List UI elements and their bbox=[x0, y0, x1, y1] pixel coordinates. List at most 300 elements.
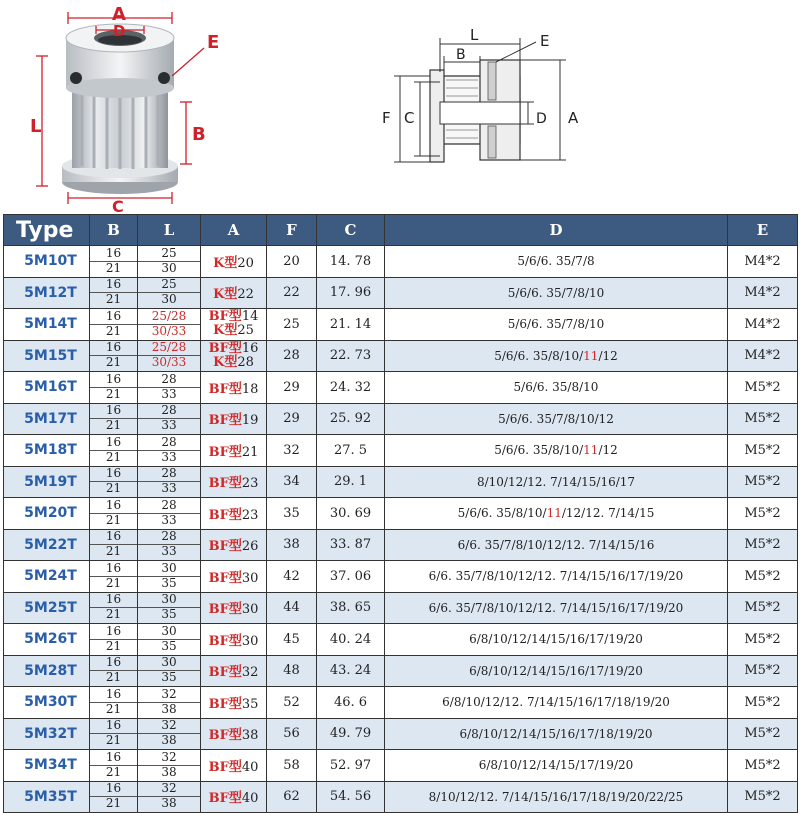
cell-d-segment: /12/12. 7/14/15 bbox=[561, 506, 655, 521]
cell-b-top: 16 bbox=[90, 656, 137, 671]
cell-d-segment: 5/6/6. 35/8/10 bbox=[513, 380, 599, 395]
cell-l bbox=[138, 624, 201, 656]
table-row bbox=[4, 435, 798, 467]
cell-a-prefix: BF型 bbox=[208, 665, 242, 681]
cell-b bbox=[90, 372, 138, 404]
cell-l-bottom: 38 bbox=[161, 701, 177, 716]
cell-l-bottom: 30/33 bbox=[151, 355, 187, 370]
cell-l bbox=[138, 750, 201, 782]
cell-d-segment: 5/6/6. 35/7/8/10/12 bbox=[498, 411, 614, 426]
cell-d bbox=[385, 498, 728, 530]
cell-l-bottom: 33 bbox=[161, 449, 177, 464]
cell-d bbox=[385, 687, 728, 719]
cell-l-top: 32 bbox=[138, 719, 200, 734]
cell-l-top: 28 bbox=[138, 467, 200, 482]
cell-l-top: 28 bbox=[138, 373, 200, 388]
cell-type: 5M28T bbox=[4, 655, 90, 687]
cell-c: 30. 69 bbox=[317, 498, 385, 530]
cell-l-bottom: 33 bbox=[161, 481, 177, 496]
cell-a-number: 23 bbox=[241, 476, 259, 492]
table-row bbox=[4, 624, 798, 656]
cell-l bbox=[138, 466, 201, 498]
cell-a-prefix: K型 bbox=[213, 255, 238, 271]
cell-type: 5M14T bbox=[4, 309, 90, 341]
cell-b-bottom: 21 bbox=[105, 607, 122, 622]
cell-b-top: 16 bbox=[90, 499, 137, 514]
table-row bbox=[4, 372, 798, 404]
cell-type: 5M24T bbox=[4, 561, 90, 593]
cell-e: M5*2 bbox=[728, 435, 798, 467]
cell-l bbox=[138, 309, 201, 341]
cell-b-bottom: 21 bbox=[105, 386, 122, 401]
cell-f: 34 bbox=[267, 466, 317, 498]
cell-l-top: 32 bbox=[138, 751, 200, 766]
cell-l-bottom: 33 bbox=[161, 512, 177, 527]
table-row bbox=[4, 781, 798, 813]
cell-d-segment: 8/10/12/12. 7/14/15/16/17/18/19/20/22/25 bbox=[428, 789, 684, 804]
table-row bbox=[4, 718, 798, 750]
drawing-label-d: D bbox=[536, 111, 547, 127]
header-f: F bbox=[267, 215, 317, 246]
header-d: D bbox=[385, 215, 728, 246]
cell-b-top: 16 bbox=[90, 625, 137, 640]
photo-label-e: E bbox=[207, 32, 220, 53]
cell-l-bottom: 30 bbox=[161, 292, 177, 307]
cell-d bbox=[385, 781, 728, 813]
cell-a-number: 40 bbox=[241, 759, 259, 775]
cell-l bbox=[138, 561, 201, 593]
cell-e: M4*2 bbox=[728, 277, 798, 309]
cell-f: 58 bbox=[267, 750, 317, 782]
cell-a-prefix: BF型 bbox=[208, 507, 242, 523]
cell-f: 48 bbox=[267, 655, 317, 687]
cell-l-bottom: 33 bbox=[161, 418, 177, 433]
cell-l-bottom: 30/33 bbox=[151, 323, 187, 338]
cell-d-segment: /12 bbox=[598, 348, 618, 363]
cell-b-top: 16 bbox=[90, 373, 137, 388]
drawing-label-b: B bbox=[456, 47, 466, 63]
cell-a-prefix: BF型 bbox=[208, 602, 242, 618]
cell-c: 52. 97 bbox=[317, 750, 385, 782]
cell-b-bottom: 21 bbox=[105, 544, 122, 559]
cell-l bbox=[138, 277, 201, 309]
cell-c: 46. 6 bbox=[317, 687, 385, 719]
cell-a-prefix: BF型 bbox=[208, 444, 242, 460]
cell-f: 56 bbox=[267, 718, 317, 750]
cell-l-top: 28 bbox=[138, 404, 200, 419]
cell-l-bottom: 35 bbox=[161, 575, 177, 590]
cell-b bbox=[90, 655, 138, 687]
cell-type: 5M19T bbox=[4, 466, 90, 498]
cell-b-bottom: 21 bbox=[105, 260, 122, 275]
drawing-label-l: L bbox=[470, 26, 479, 44]
cell-l bbox=[138, 718, 201, 750]
cell-d bbox=[385, 372, 728, 404]
cell-f: 35 bbox=[267, 498, 317, 530]
table-row bbox=[4, 309, 798, 341]
pulley-figure bbox=[0, 0, 800, 214]
cell-a-prefix: K型 bbox=[213, 354, 238, 370]
table-row bbox=[4, 561, 798, 593]
cell-d-segment: 5/6/6. 35/7/8/10 bbox=[507, 317, 605, 332]
cell-l-bottom: 30 bbox=[161, 260, 177, 275]
cell-b-bottom: 21 bbox=[105, 355, 122, 370]
cell-a bbox=[201, 277, 267, 309]
cell-a bbox=[201, 750, 267, 782]
cell-b-top: 16 bbox=[90, 562, 137, 577]
cell-f: 22 bbox=[267, 277, 317, 309]
cell-l-top: 30 bbox=[138, 656, 200, 671]
cell-a-prefix: BF型 bbox=[208, 759, 242, 775]
header-l: L bbox=[138, 215, 201, 246]
cell-l-bottom: 38 bbox=[161, 796, 177, 811]
cell-d bbox=[385, 561, 728, 593]
cell-c: 33. 87 bbox=[317, 529, 385, 561]
photo-label-c: C bbox=[112, 197, 124, 214]
cell-b-bottom: 21 bbox=[105, 638, 122, 653]
cell-l bbox=[138, 403, 201, 435]
cell-b-top: 16 bbox=[90, 436, 137, 451]
cell-l-bottom: 35 bbox=[161, 607, 177, 622]
cell-a-number: 40 bbox=[241, 791, 259, 807]
drawing-label-a: A bbox=[568, 109, 579, 127]
cell-l bbox=[138, 592, 201, 624]
cell-e: M5*2 bbox=[728, 561, 798, 593]
cell-b bbox=[90, 246, 138, 278]
cell-c: 22. 73 bbox=[317, 340, 385, 372]
cell-f: 28 bbox=[267, 340, 317, 372]
cell-a-prefix: BF型 bbox=[208, 791, 242, 807]
cell-a bbox=[201, 372, 267, 404]
header-e: E bbox=[728, 215, 798, 246]
cell-a-prefix: BF型 bbox=[208, 696, 242, 712]
cell-b-top: 16 bbox=[90, 278, 137, 293]
table-row bbox=[4, 529, 798, 561]
cell-d bbox=[385, 309, 728, 341]
cell-f: 20 bbox=[267, 246, 317, 278]
header-c: C bbox=[317, 215, 385, 246]
cell-c: 29. 1 bbox=[317, 466, 385, 498]
cell-e: M5*2 bbox=[728, 592, 798, 624]
cell-c: 25. 92 bbox=[317, 403, 385, 435]
cell-type: 5M34T bbox=[4, 750, 90, 782]
cell-d-segment: 6/8/10/12/14/15/16/17/19/20 bbox=[469, 632, 643, 647]
cell-b bbox=[90, 435, 138, 467]
header-a: A bbox=[201, 215, 267, 246]
cell-a bbox=[201, 687, 267, 719]
cell-d bbox=[385, 624, 728, 656]
cell-l-top: 25/28 bbox=[138, 341, 200, 356]
cell-d-segment: 11 bbox=[583, 348, 599, 363]
cell-d-segment: 6/6. 35/7/8/10/12/12. 7/14/15/16 bbox=[457, 537, 655, 552]
cell-a-number: 26 bbox=[241, 539, 259, 555]
cell-b-bottom: 21 bbox=[105, 764, 122, 779]
drawing-label-c: C bbox=[404, 109, 415, 127]
cell-l-top: 30 bbox=[138, 562, 200, 577]
cell-b-bottom: 21 bbox=[105, 701, 122, 716]
cell-f: 29 bbox=[267, 403, 317, 435]
cell-d-segment: 6/8/10/12/14/15/16/17/19/20 bbox=[469, 663, 643, 678]
cell-d-segment: 5/6/6. 35/8/10/ bbox=[494, 348, 584, 363]
cell-d-segment: 11 bbox=[583, 443, 599, 458]
cell-b bbox=[90, 624, 138, 656]
cell-type: 5M10T bbox=[4, 246, 90, 278]
cell-a-prefix: K型 bbox=[213, 287, 238, 303]
cell-f: 44 bbox=[267, 592, 317, 624]
cell-d bbox=[385, 435, 728, 467]
cell-a bbox=[201, 340, 267, 372]
cell-l-top: 25/28 bbox=[138, 310, 200, 325]
header-b: B bbox=[90, 215, 138, 246]
cell-f: 32 bbox=[267, 435, 317, 467]
cell-b bbox=[90, 687, 138, 719]
cell-l-top: 28 bbox=[138, 499, 200, 514]
cell-a-prefix: BF型 bbox=[208, 633, 242, 649]
cell-c: 38. 65 bbox=[317, 592, 385, 624]
cell-b bbox=[90, 781, 138, 813]
cell-c: 54. 56 bbox=[317, 781, 385, 813]
cell-b-top: 16 bbox=[90, 530, 137, 545]
cell-d-segment: 5/6/6. 35/8/10/ bbox=[457, 506, 547, 521]
cell-a bbox=[201, 781, 267, 813]
cell-type: 5M30T bbox=[4, 687, 90, 719]
cell-a-prefix: K型 bbox=[213, 323, 238, 339]
cell-b-bottom: 21 bbox=[105, 449, 122, 464]
table-row bbox=[4, 498, 798, 530]
cell-a bbox=[201, 498, 267, 530]
cell-b bbox=[90, 750, 138, 782]
cell-l-top: 28 bbox=[138, 436, 200, 451]
cell-b-top: 16 bbox=[90, 719, 137, 734]
cell-a-number: 16 bbox=[241, 340, 259, 356]
cell-type: 5M18T bbox=[4, 435, 90, 467]
cell-c: 27. 5 bbox=[317, 435, 385, 467]
cell-d bbox=[385, 340, 728, 372]
cell-l-top: 32 bbox=[138, 782, 200, 797]
cell-l bbox=[138, 781, 201, 813]
cell-b-top: 16 bbox=[90, 688, 137, 703]
cell-l-top: 30 bbox=[138, 593, 200, 608]
cell-e: M5*2 bbox=[728, 718, 798, 750]
cell-e: M5*2 bbox=[728, 687, 798, 719]
cell-l-top: 32 bbox=[138, 688, 200, 703]
cell-e: M5*2 bbox=[728, 781, 798, 813]
cell-d-segment: 6/6. 35/7/8/10/12/12. 7/14/15/16/17/19/20 bbox=[428, 569, 684, 584]
cell-a-number: 22 bbox=[237, 287, 254, 303]
cell-b-top: 16 bbox=[90, 751, 137, 766]
cell-type: 5M25T bbox=[4, 592, 90, 624]
cell-d-segment: 5/6/6. 35/8/10/ bbox=[494, 443, 584, 458]
cell-b-top: 16 bbox=[90, 341, 137, 356]
cell-f: 52 bbox=[267, 687, 317, 719]
cell-a-prefix: BF型 bbox=[208, 570, 242, 586]
cell-a bbox=[201, 655, 267, 687]
cell-b bbox=[90, 718, 138, 750]
cell-b-bottom: 21 bbox=[105, 292, 122, 307]
cell-l bbox=[138, 529, 201, 561]
cell-b bbox=[90, 340, 138, 372]
cell-a-number: 20 bbox=[237, 255, 254, 271]
cell-l bbox=[138, 372, 201, 404]
cell-type: 5M26T bbox=[4, 624, 90, 656]
table-row bbox=[4, 403, 798, 435]
cell-c: 24. 32 bbox=[317, 372, 385, 404]
table-row bbox=[4, 687, 798, 719]
cell-l bbox=[138, 655, 201, 687]
cell-a bbox=[201, 403, 267, 435]
cell-b bbox=[90, 277, 138, 309]
photo-label-l: L bbox=[30, 116, 42, 137]
table-row bbox=[4, 340, 798, 372]
cell-d bbox=[385, 246, 728, 278]
cell-c: 17. 96 bbox=[317, 277, 385, 309]
pulley-photo bbox=[62, 24, 178, 194]
cell-type: 5M12T bbox=[4, 277, 90, 309]
drawing-label-f: F bbox=[382, 109, 391, 127]
cell-c: 43. 24 bbox=[317, 655, 385, 687]
technical-drawing bbox=[430, 60, 520, 162]
cell-a-prefix: BF型 bbox=[208, 381, 242, 397]
cell-a-number: 18 bbox=[241, 381, 259, 397]
table-row bbox=[4, 466, 798, 498]
cell-type: 5M20T bbox=[4, 498, 90, 530]
cell-d bbox=[385, 718, 728, 750]
cell-b-top: 16 bbox=[90, 310, 137, 325]
cell-b-bottom: 21 bbox=[105, 796, 122, 811]
cell-d-segment: 6/8/10/12/14/15/17/19/20 bbox=[478, 758, 634, 773]
cell-f: 62 bbox=[267, 781, 317, 813]
cell-a-number: 30 bbox=[241, 570, 259, 586]
set-screw-hole-right bbox=[158, 72, 170, 84]
cell-l bbox=[138, 435, 201, 467]
cell-a-prefix: BF型 bbox=[208, 728, 242, 744]
cell-a bbox=[201, 435, 267, 467]
cell-type: 5M15T bbox=[4, 340, 90, 372]
cell-b-bottom: 21 bbox=[105, 512, 122, 527]
cell-a bbox=[201, 309, 267, 341]
cell-l-top: 28 bbox=[138, 530, 200, 545]
spec-table bbox=[3, 214, 798, 813]
cell-type: 5M32T bbox=[4, 718, 90, 750]
cell-d bbox=[385, 277, 728, 309]
cell-b-top: 16 bbox=[90, 782, 137, 797]
cell-a-number: 28 bbox=[237, 354, 254, 370]
cell-a bbox=[201, 466, 267, 498]
cell-b-bottom: 21 bbox=[105, 575, 122, 590]
cell-a-prefix: BF型 bbox=[208, 309, 242, 325]
table-header-row bbox=[4, 215, 798, 246]
cell-l-bottom: 35 bbox=[161, 670, 177, 685]
cell-d-segment: 6/6. 35/7/8/10/12/12. 7/14/15/16/17/19/20 bbox=[428, 600, 684, 615]
cell-c: 14. 78 bbox=[317, 246, 385, 278]
cell-l bbox=[138, 498, 201, 530]
cell-a-number: 35 bbox=[241, 696, 259, 712]
cell-b bbox=[90, 561, 138, 593]
cell-a-number: 32 bbox=[241, 665, 259, 681]
cell-b-bottom: 21 bbox=[105, 418, 122, 433]
cell-d bbox=[385, 466, 728, 498]
cell-b bbox=[90, 466, 138, 498]
cell-a-number: 30 bbox=[241, 633, 259, 649]
cell-a bbox=[201, 246, 267, 278]
table-row bbox=[4, 246, 798, 278]
cell-f: 25 bbox=[267, 309, 317, 341]
cell-l-bottom: 38 bbox=[161, 733, 177, 748]
cell-e: M5*2 bbox=[728, 624, 798, 656]
cell-l bbox=[138, 687, 201, 719]
cell-a-prefix: BF型 bbox=[208, 340, 242, 356]
cell-a bbox=[201, 624, 267, 656]
cell-d-segment: 8/10/12/12. 7/14/15/16/17 bbox=[476, 474, 636, 489]
cell-a-number: 30 bbox=[241, 602, 259, 618]
cell-b-top: 16 bbox=[90, 247, 137, 262]
set-screw-hole-left bbox=[70, 72, 82, 84]
header-type: Type bbox=[4, 215, 90, 246]
cell-b-top: 16 bbox=[90, 404, 137, 419]
cell-c: 49. 79 bbox=[317, 718, 385, 750]
cell-type: 5M22T bbox=[4, 529, 90, 561]
cell-d bbox=[385, 403, 728, 435]
cell-d-segment: /12 bbox=[598, 443, 618, 458]
cell-e: M5*2 bbox=[728, 372, 798, 404]
cell-type: 5M17T bbox=[4, 403, 90, 435]
cell-a-prefix: BF型 bbox=[208, 413, 242, 429]
cell-b-top: 16 bbox=[90, 467, 137, 482]
cell-a bbox=[201, 592, 267, 624]
cell-l-bottom: 35 bbox=[161, 638, 177, 653]
cell-a bbox=[201, 718, 267, 750]
table-row bbox=[4, 655, 798, 687]
cell-e: M4*2 bbox=[728, 309, 798, 341]
photo-label-d: D bbox=[113, 22, 126, 40]
cell-l-top: 25 bbox=[138, 247, 200, 262]
cell-a-prefix: BF型 bbox=[208, 539, 242, 555]
cell-b-top: 16 bbox=[90, 593, 137, 608]
cell-b-bottom: 21 bbox=[105, 481, 122, 496]
cell-e: M4*2 bbox=[728, 246, 798, 278]
cell-a-number: 23 bbox=[241, 507, 259, 523]
cell-c: 21. 14 bbox=[317, 309, 385, 341]
cell-l-bottom: 33 bbox=[161, 544, 177, 559]
cell-l-top: 30 bbox=[138, 625, 200, 640]
cell-b bbox=[90, 592, 138, 624]
cell-b-bottom: 21 bbox=[105, 670, 122, 685]
cell-f: 45 bbox=[267, 624, 317, 656]
table-row bbox=[4, 592, 798, 624]
cell-e: M5*2 bbox=[728, 655, 798, 687]
cell-e: M5*2 bbox=[728, 466, 798, 498]
cell-e: M5*2 bbox=[728, 750, 798, 782]
cell-b bbox=[90, 403, 138, 435]
cell-d bbox=[385, 529, 728, 561]
cell-b-bottom: 21 bbox=[105, 733, 122, 748]
cell-a-number: 38 bbox=[241, 728, 259, 744]
table-row bbox=[4, 750, 798, 782]
cell-a bbox=[201, 529, 267, 561]
cell-b bbox=[90, 498, 138, 530]
photo-label-a: A bbox=[112, 4, 126, 25]
cell-b-bottom: 21 bbox=[105, 323, 122, 338]
cell-d-segment: 11 bbox=[546, 506, 562, 521]
cell-a-number: 25 bbox=[237, 323, 254, 339]
cell-e: M5*2 bbox=[728, 529, 798, 561]
drawing-label-e: E bbox=[540, 32, 550, 50]
cell-a-number: 19 bbox=[241, 413, 259, 429]
cell-a-prefix: BF型 bbox=[208, 476, 242, 492]
cell-e: M5*2 bbox=[728, 498, 798, 530]
cell-c: 40. 24 bbox=[317, 624, 385, 656]
cell-d-segment: 6/8/10/12/12. 7/14/15/16/17/18/19/20 bbox=[442, 695, 670, 710]
